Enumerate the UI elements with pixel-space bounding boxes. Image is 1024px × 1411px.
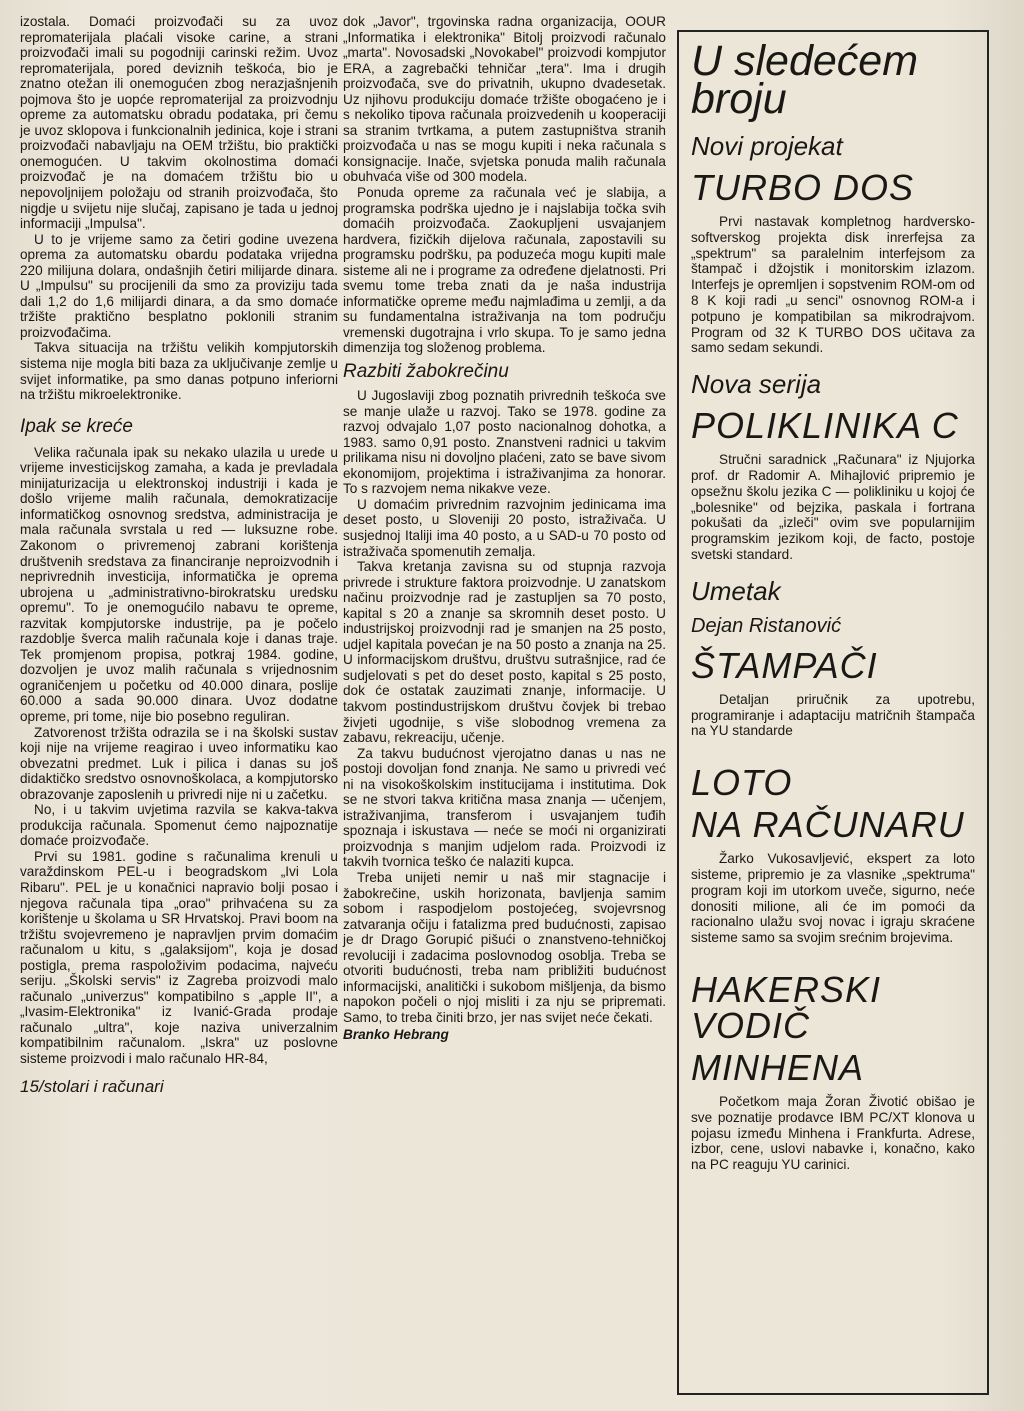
paragraph: Takva kretanja zavisna su od stupnja razvoja privrede i strukture faktora proizvodnje. U zanatskom načinu proizvodnje rad je zastupljen sa 70 posto, kapital s 20 a znanje sa skromnih deset posto. U industrijskoj proizvodnji rad je smanjen na 25 posto, udjel kapitala povećan je na 50 posto a znanja na 25. U informacijskom društvu, društvu sutrašnjice, rad će sudjelovati s pet do deset posto, kapital s 25 posto, dok će ostatak zauzimati znanje, informacije. U takvom postindustrijskom društvu čovjek bi trebao živjeti ugodnije, s više slobodnog vremena za zabavu, rekreaciju, učenje. [343,559,666,746]
page-footer: 15/stolari i računari [20,1076,164,1096]
paragraph: Takva situacija na tržištu velikih kompjutorskih sistema nije mogla biti baza za uključivanje zemlje u svijet informatike, pa smo danas potpuno inferiorni na tržištu mikroelektronike. [20,340,338,403]
article-column-1 [20,14,338,1094]
paragraph: Za takvu budućnost vjerojatno danas u nas ne postoji dovoljan fond znanja. Ne samo u privredi već ni na visokoškolskim institucijama i institutima. Dok se ne stvori takva kritična masa znanja — učenjem, istraživanjima, transferom i usvajanjem tuđih spoznaja i iskustava — neće se moći ni organizirati proizvodnja s manjim udjelom rada. Proizvodi iz takvih tvornica teško će nalaziti kupca. [343,745,666,870]
sidebar-text: Prvi nastavak kompletnog hardversko-softverskog projekta disk inrerfejsa za „spektrum" sa paralelnim interfejsom za štampač i džojstik i monitorskim izlazom. Interfejs je opremljen i sopstvenim ROM-om od 8 K koji radi „u senci" osnovnog ROM-a i potpuno je kompatibilan sa mikrodrajvom. Program od 32 K TURBO DOS učitava za samo sedam sekundi. [691,214,975,356]
sidebar-headline: ŠTAMPAČI [691,644,878,686]
sidebar-text: Stručni saradnick „Računara" iz Njujorka prof. dr Radomir A. Mihajlović pripremio je opsežnu školu jezika C — polikliniku u kojoj će „bolesnike" od bejzika, paskala i fortrana pokušati da „izleči" ovim sve popularnijim programskim jezikom koji, de facto, postoje svetski standard. [691,452,975,562]
paragraph: U to je vrijeme samo za četiri godine uvezena oprema za automatsku obardu podataka vrijedna 220 milijuna dolara, ondašnjih četiri milijarde dinara. U „Impulsu" su procijenili da smo za proviziju tada dali 1,2 do 1,6 milijardi dinara, a da smo domaće tržište praktično besplatno poklonili stranim proizvođačima. [20,231,338,340]
paragraph: Treba unijeti nemir u naš mir stagnacije i žabokrečine, uskih horizonata, bavljenja samim sobom i raspodjelom postojećeg, svojevrsnog zatvaranja očiju i fatalizma pred budućnosti, zapisao je dr Drago Gorupić pišući o znanstveno-tehničkoj revoluciji i zadacima poslovnodog osoblja. Treba se otvoriti budućnosti, treba nam približiti budućnost informacijski, analitički i sukobom mišljenja, da bismo napokon počeli o njoj misliti i za nju se pripremati. Samo, to treba činiti brzo, jer nas svijet neće čekati. [343,869,666,1025]
sidebar-text: Detaljan priručnik za upotrebu, programiranje i adaptaciju matričnih štampača na YU standarde [691,691,975,739]
paragraph: Zatvorenost tržišta odrazila se i na školski sustav koji nije na vrijeme reagirao i uveo informatiku kao obvezatni predmet. Luk i pilica i danas su još didaktičko sredstvo osnovnoškolaca, a kompjutorsko obrazovanje zaposlenih u privredi nije ni u začetku. [20,724,338,802]
paragraph: U domaćim privrednim razvojnim jedinicama ima deset posto, u Sloveniji 20 posto, istraživača. U susjednoj Italiji ima 40 posto, a u SAD-u 70 posto od istraživača spomenutih zemalja. [343,496,666,559]
sidebar-author: Dejan Ristanović [691,614,842,637]
paragraph: dok „Javor", trgovinska radna organizacija, OOUR „Informatika i elektronika" Bitolj proizvodi računalo „marta". Novosadski „Novokabel" proizvodi kompjutor ERA, a zagrebački tehničar „tera". Ima i drugih proizvođača, sve do privatnih, ukupno dvadesetak. Uz njihovu produkciju domaće tržište obogaćeno je i s nekoliko tipova računala proizvedenih u kooperaciji sa stranim tvrtkama, a putem zastupništva stranih proizvođača u nas se mogu kupiti i neka računala s konsignacije. Inače, svjetska ponuda malih računala obuhvaća više od 300 modela. [343,14,666,185]
section-heading: Ipak se kreće [20,415,133,437]
sidebar-text: Početkom maja Žoran Životić obišao je sve poznatije prodavce IBM PC/XT klonova u pojasu između Minhena i Frankfurta. Adrese, izbor, cene, uslovi nabavke i, konačno, kako na PC reaguju YU carinici. [691,1093,975,1173]
sidebar-title: U sledećem broju [691,37,919,123]
paragraph: No, i u takvim uvjetima razvila se kakva-takva produkcija računala. Spomenut ćemo najpoznatije domaće proizvođače. [20,802,338,849]
section-heading: Razbiti žabokrečinu [343,361,509,383]
sidebar-label: Umetak [691,575,781,606]
sidebar-headline: TURBO DOS [691,167,915,208]
paragraph: Velika računala ipak su nekako ulazila u urede u vrijeme investicijskog zamaha, a kada je prevladala minijaturizacija u elektronskoj industriji i kada je došlo vrijeme malih računala, demokratizacije informatičkog osnovnog sredstva, administracija je mala računala svrstala u red — luksuzne robe. Zakonom o privremenoj zabrani korištenja društvenih sredstava za financiranje neproizvodnih i neprivrednih investicija, informatička je oprema ubrojena u „administrativno-birokratsku uredsku opremu". To je onemogućilo nabavu te opreme, razvitak kompjutorske industrije, pa je počelo razdoblje šverca malih računala koje i danas traje. Tek promjenom propisa, potkraj 1984. godine, dozvoljen je uvoz malih računala s vrijednosnim ograničenjem u početku od 40.000 dinara, poslije 60.000 a sada 90.000 dinara. Uvoz dodatne opreme, pri tome, nije bio posebno reguliran. [20,444,338,724]
paragraph: izostala. Domaći proizvođači su za uvoz repromaterijala plaćali visoke carine, a strani proizvođači imali su pogodniji carinski režim. Uvoz repromaterijala, pored deviznih teškoća, bio je znatno otežan ili onemogućen zbog nerazjašnjenih pojmova što je uopće repromaterijal za proizvodnju opreme za automatsku obradu podataka, pri čemu je uvoz sklopova i funkcionalnih jedinica, koje i strani proizvođači nabavljaju na OEM tržištu, bio praktički onemogućen. U takvim okolnostima domaći proizvođač je na domaćem tržištu bio u nepovoljnijem položaju od stranih proizvođača, što nigdje u svijetu nije slučaj, zapisano je tada u jednoj informaciji „Impulsa". [20,14,338,232]
article-column-2 [343,14,666,1043]
paragraph: U Jugoslaviji zbog poznatih privrednih teškoća sve se manje ulaže u razvoj. Tako se 1978. godine za razvoj odvajalo 1,07 posto nacionalnog dohotka, a 1983. samo 0,91 posto. Znanstveni radnici u takvim prilikama nisu ni dovoljno plaćeni, zato se bave sivom ekonomijom, projektima i istraživanjima za honorar. To s razvojem nema nikakve veze. [343,388,666,497]
article-author: Branko Hebrang [343,1027,449,1043]
sidebar-headline: POLIKLINIKA C [691,405,959,447]
sidebar-text: Žarko Vukosavljević, ekspert za loto sisteme, pripremio je za vlasnike „spektruma" program koji im utorkom uveče, sigurno, neće donositi milione, ali će im pomoći da racionalno ulažu svoj novac i igraju skraćene sisteme samo sa svojim srećnim brojevima. [691,851,975,946]
next-issue-box [677,30,989,1395]
sidebar-headline: HAKERSKI [691,968,882,1010]
sidebar-headline: NA RAČUNARU [691,804,965,846]
sidebar-label: Nova serija [691,369,822,400]
paragraph: Prvi su 1981. godine s računalima krenuli u varaždinskom PEL-u i beogradskom „Ivi Lola Ribaru". PEL je u konačnici napravio bolji posao i njegova računala tipa „orao" prihvaćena su za korištenje u školama u SR Hrvatskoj. Pravi boom na tržištu svojevremeno je napravljen prvim domaćim računalom u kitu, s „galaksijom", koja je dosad postigla, prema raspoloživim podacima, najveću seriju. „Školski servis" iz Zagreba proizvodi malo računalo „univerzus" kompatibilno s „apple II", a „Ivasim-Elektronika" iz Ivanić-Grada prodaje računalo „ultra", koje naziva univerzalnim kompatibilnim računalom. „Iskra" uz poslovne sisteme proizvodi i malo računalo HR-84, [20,848,338,1066]
sidebar-label: Novi projekat [691,131,843,161]
paragraph: Ponuda opreme za računala već je slabija, a programska podrška ujedno je i najslabija točka svih domaćih proizvođača. Zaokupljeni usvajanjem hardvera, fizičkih dijelova računala, zapostavili su programsku podršku, pa poduzeća mogu kupiti male sisteme ali ne i programe za određene djelatnosti. Pri svemu tome treba znati da je naša industrija informatičke opreme među najmlađima u zemlji, a da su fundamentalna istraživanja na tom području vremenski dugotrajna i vrlo skupa. To je samo jedna dimenzija tog složenog problema. [343,185,666,356]
sidebar-headline: MINHENA [691,1046,865,1088]
sidebar-headline: LOTO [691,762,793,804]
sidebar-headline: VODIČ [691,1004,811,1046]
